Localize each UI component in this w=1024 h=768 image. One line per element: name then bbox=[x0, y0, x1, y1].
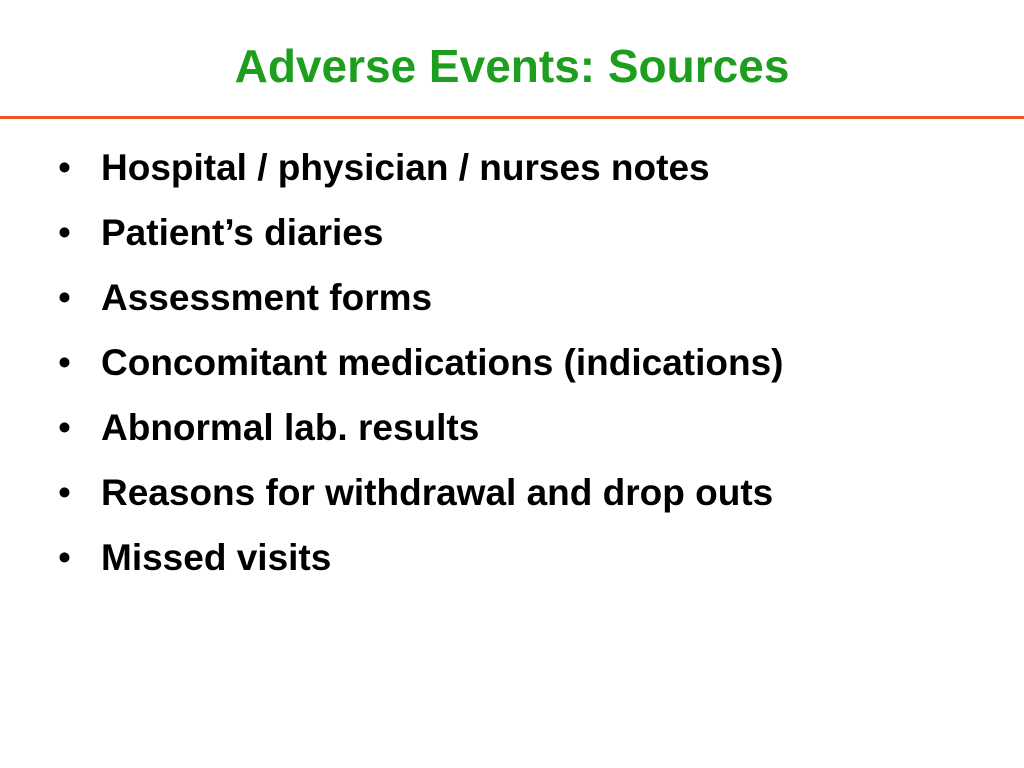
list-item bbox=[58, 144, 784, 209]
list-item bbox=[58, 469, 784, 534]
bullet-icon: • bbox=[58, 277, 71, 318]
list-item-text: Reasons for withdrawal and drop outs bbox=[101, 472, 774, 513]
bullet-icon: • bbox=[58, 212, 71, 253]
list-item bbox=[58, 274, 784, 339]
list-item-text: Missed visits bbox=[101, 537, 332, 578]
list-item bbox=[58, 339, 784, 404]
list-item-text: Assessment forms bbox=[101, 277, 433, 318]
bullet-icon: • bbox=[58, 407, 71, 448]
bullet-icon: • bbox=[58, 472, 71, 513]
list-item-text: Patient’s diaries bbox=[101, 212, 384, 253]
bullet-icon: • bbox=[58, 147, 71, 188]
slide-title: Adverse Events: Sources bbox=[234, 40, 790, 92]
list-item bbox=[58, 209, 784, 274]
list-item bbox=[58, 534, 784, 599]
title-divider bbox=[0, 116, 1024, 119]
bullet-icon: • bbox=[58, 342, 71, 383]
bullet-icon: • bbox=[58, 537, 71, 578]
list-item-text: Hospital / physician / nurses notes bbox=[101, 147, 710, 188]
list-item-text: Concomitant medications (indications) bbox=[101, 342, 784, 383]
list-item-text: Abnormal lab. results bbox=[101, 407, 480, 448]
bullet-list bbox=[58, 144, 784, 599]
list-item bbox=[58, 404, 784, 469]
